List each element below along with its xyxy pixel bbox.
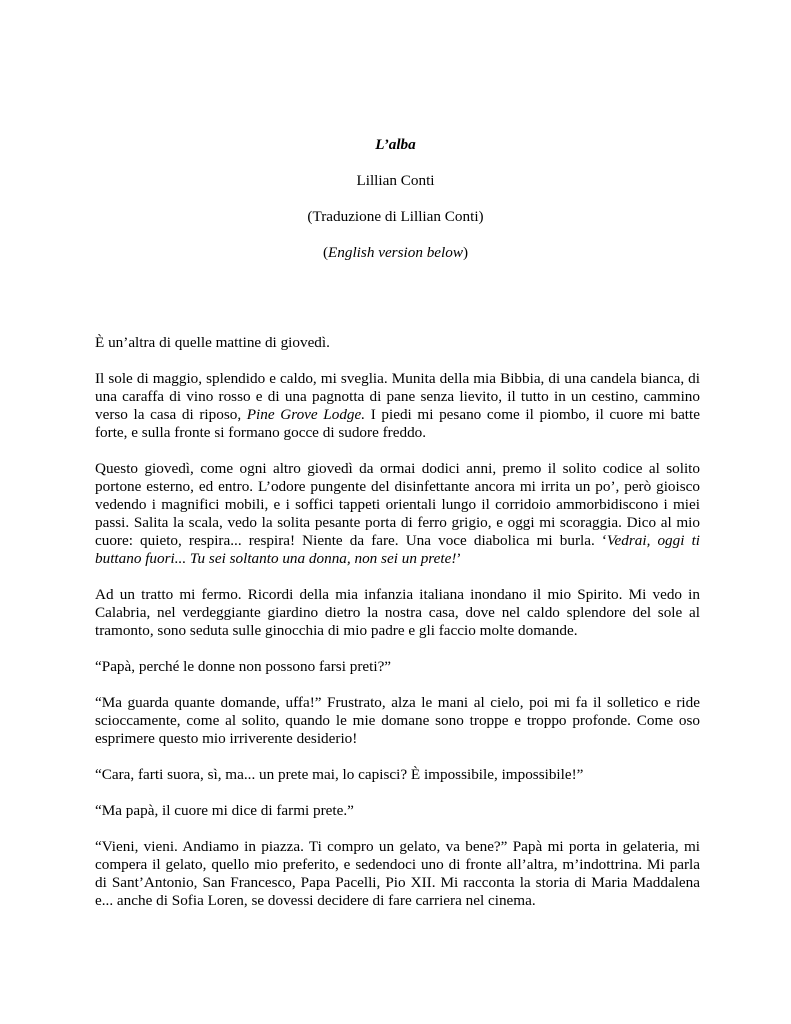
- paragraph-9: “Vieni, vieni. Andiamo in piazza. Ti compro un gelato, va bene?” Papà mi porta in gelateria, mi compera il gelato, quello mio preferito, e sedendoci uno di fronte all’altra, m’indottrina. Mi parla di Sant’Antonio, San Francesco, Papa Pacelli, Pio XII. Mi racconta la storia di Maria Maddalena e... anche di Sofia Loren, se dovessi decidere di fare carriera nel cinema.: [95, 838, 700, 909]
- body-text: [95, 334, 700, 928]
- paragraph-2-before: Il sole di maggio, splendido e caldo, mi sveglia. Munita della mia Bibbia, di una candela bianca, di una caraffa di vino rosso e di una pagnotta di pane senza lievito, il tutto in un cestino, cammino verso la casa di riposo,: [95, 370, 700, 423]
- paragraph-6: “Ma guarda quante domande, uffa!” Frustrato, alza le mani al cielo, poi mi fa il solletico e ride scioccamente, come al solito, quando le mie domane sono troppe e troppo profonde. Come oso esprimere questo mio irriverente desiderio!: [95, 694, 700, 747]
- paragraph-5: “Papà, perché le donne non possono farsi preti?”: [95, 658, 392, 675]
- author-name: Lillian Conti: [356, 172, 435, 189]
- paragraph-4: Ad un tratto mi fermo. Ricordi della mia infanzia italiana inondano il mio Spirito. Mi vedo in Calabria, nel verdeggiante giardino dietro la nostra casa, dove nel caldo splendore del sole al tramonto, sono seduta sulle ginocchia di mio padre e gli faccio molte domande.: [95, 586, 700, 639]
- document-title: L’alba: [375, 136, 416, 153]
- place-name: Pine Grove Lodge.: [246, 406, 366, 423]
- english-note-text: English version below: [328, 244, 463, 261]
- paragraph-2-after: I piedi mi pesano come il piombo, il cuore mi batte forte, e sulla fronte si formano gocce di sudore freddo.: [95, 406, 700, 441]
- english-version-note: [0, 244, 791, 262]
- english-note-open: (: [322, 244, 328, 261]
- english-note-close: ): [463, 244, 469, 261]
- paragraph-3: [95, 460, 700, 568]
- translation-credit: (Traduzione di Lillian Conti): [307, 208, 484, 225]
- paragraph-3-before: Questo giovedì, come ogni altro giovedì da ormai dodici anni, premo il solito codice al solito portone esterno, ed entro. L’odore pungente del disinfettante ancora mi irrita un po’, però gioisco vedendo i magnifici mobili, e i soffici tappeti orientali lungo il corridoio ammorbidiscono i miei passi. Salita la scala, vedo la solita pesante porta di ferro grigio, e oggi mi scoraggia. Dico al mio cuore: quieto, respira... respira! Niente da fare. Una voce diabolica mi burla. ‘: [95, 460, 700, 549]
- paragraph-8: “Ma papà, il cuore mi dice di farmi prete.”: [95, 802, 354, 819]
- diabolic-voice-quote: Vedrai, oggi ti buttano fuori... Tu sei soltanto una donna, non sei un prete!: [95, 532, 701, 567]
- paragraph-3-after: ’: [456, 550, 462, 567]
- paragraph-2: [95, 370, 700, 442]
- paragraph-7: “Cara, farti suora, sì, ma... un prete mai, lo capisci? È impossibile, impossibile!”: [95, 766, 584, 783]
- paragraph-1: È un’altra di quelle mattine di giovedì.: [95, 334, 330, 351]
